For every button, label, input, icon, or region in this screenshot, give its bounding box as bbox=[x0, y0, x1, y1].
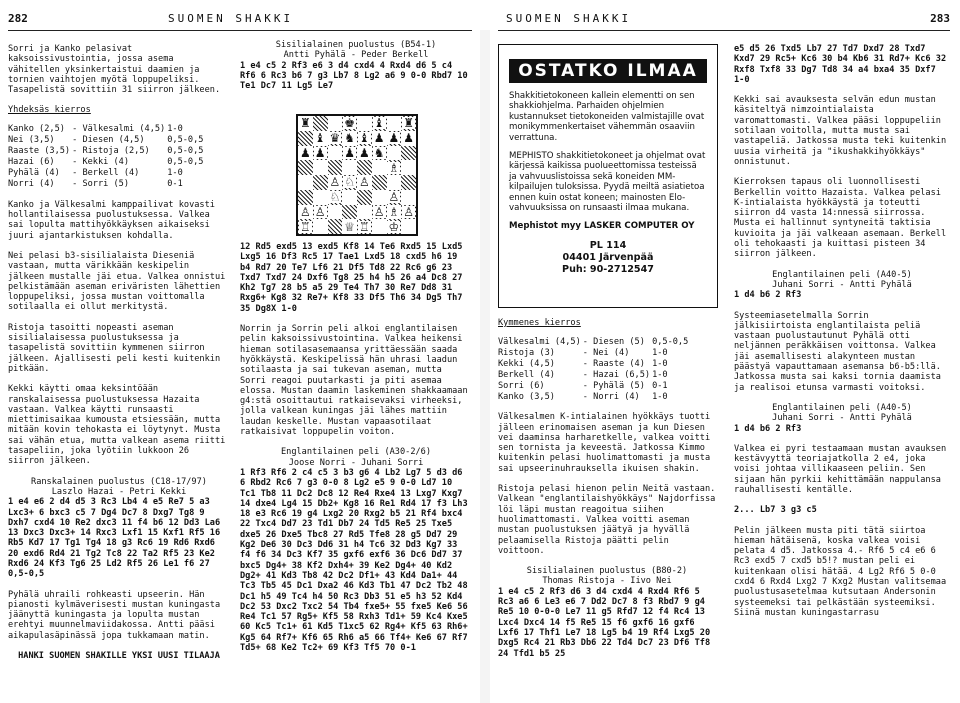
subscription-footer: HANKI SUOMEN SHAKILLE YKSI UUSI TILAAJA bbox=[18, 651, 220, 662]
paragraph: Kierroksen tapaus oli luonnollisesti Berkellin voitto Hazaista. Valkea pelasi K-intialaista hyökkäystä ja toteutti siirron d4 vasta 14:nnessä siirrossa. Musta ei hallinnut syntyneitä taktisia kuvioita ja jäi valkeaan asemaan. Berkell oli tehokaasti ja kuittasi pisteen 34 siirron jälkeen. bbox=[734, 177, 947, 260]
game-title: Sisilialainen puolustus (B80-2) bbox=[526, 566, 688, 577]
left-page-number: 282 bbox=[8, 12, 28, 25]
game-players: Juhani Sorri - Antti Pyhälä bbox=[772, 413, 912, 424]
table-row: Raaste (3,5) - Ristoja (2,5) 0,5-0,5 bbox=[8, 146, 204, 157]
column-2 bbox=[240, 40, 472, 101]
column-3 bbox=[498, 318, 716, 669]
column-2-continued bbox=[240, 242, 472, 663]
game-title: Englantilainen peli (A30-2/6) bbox=[280, 447, 432, 458]
game-players: Joose Norri - Juhani Sorri bbox=[288, 457, 424, 468]
paragraph: Systeemiasetelmalla Sorrin jälkisiirtoista englantilaista peliä vastaan puolustautunut Pyhälä otti neljännen peräkkäisen voittonsa. Valkea jäi asemallisesti alakynteen mustan päästyä vapauttamaan asemansa b6-b5:llä. Jatkossa musta sai kaksi tornia daamista ja realisoi etunsa varmasti voitoksi. bbox=[734, 310, 941, 393]
table-row: Pyhälä (4) - Berkell (4) 1-0 bbox=[8, 168, 183, 179]
chess-diagram: ♜ ♚ ♝ ♜ ♝ ♛ ♞ ♝ ♟ ♟ ♟ ♟ ♟ ♟ ♟ ♞ ♗ ♙ ♘ ♙ ♘ ♙ ♙ ♙ ♙ ♗ ♙ ♖ ♕ ♖ ♔ bbox=[296, 114, 418, 236]
column-4 bbox=[734, 44, 950, 628]
game-title: Englantilainen peli (A40-5) bbox=[772, 269, 912, 280]
paragraph: Pyhälä uhraili rohkeasti upseerin. Hän pianosti kylmäverisesti mustan kuningasta jäänyttä kuningasta ja lopulta mustan erehtyi muunnelmaviidakossa. Antti pääsi aikapulasäpinässä jopa tukkamaan matin. bbox=[8, 589, 221, 641]
table-row: Kanko (2,5) - Välkesalmi (4,5) 1-0 bbox=[8, 124, 183, 135]
table-row: Berkell (4) - Hazai (6,5) 1-0 bbox=[498, 369, 668, 380]
intro-paragraph: Sorri ja Kanko pelasivat kaksoissivustointia, jossa asema vähitellen yksinkertaistui daamien ja tornien vaihtojen myötä loppupeliksi. Tasapelistä sovittiin 31 siirron jälkeen. bbox=[8, 44, 221, 96]
table-row: Hazai (6) - Kekki (4) 0,5-0,5 bbox=[8, 157, 204, 168]
mephisto-advertisement bbox=[498, 44, 718, 308]
game-moves: 1 e4 c5 2 Rf3 d6 3 d4 cxd4 4 Rxd4 Rf6 5 Rc3 a6 6 Le3 e6 7 Dd2 Dc7 8 f3 Rbd7 9 g4 Re5 10 0-0-0 Le7 11 g5 Rfd7 12 f4 Rc4 13 Lxc4 Dxc4 14 f5 Re5 15 f6 gxf6 16 gxf6 Lxf6 17 Thf1 Le7 18 Lg5 b4 19 Rf4 Lxg5 20 Dxg5 Rc4 21 Rb3 Db6 22 Td4 Dc7 23 Df6 Tf8 24 Tfd1 b5 25 bbox=[498, 586, 711, 659]
game-moves: 12 Rd5 exd5 13 exd5 Kf8 14 Te6 Rxd5 15 Lxd5 Lxg5 16 Df3 Rc5 17 Tae1 Lxd5 18 cxd5 h6 19 b4 Rd7 20 Te7 Lf6 21 Df5 Td8 22 Rc6 g6 23 Txd7 Txd7 24 Dxf6 Tg8 25 h4 h5 26 a4 Dc8 27 Kh2 Tg7 28 b5 a5 29 Te4 Th7 30 Re7 Dd8 31 Rxg6+ Kg8 32 Re7+ Kf8 33 Df5 Th6 34 Dg5 Th7 35 Dg8X 1-0 bbox=[240, 242, 463, 314]
round-10-results bbox=[498, 336, 690, 402]
paragraph: Norrin ja Sorrin peli alkoi englantilaisen pelin kaksoissivustointina. Valkea heikensi hieman sotilasasemaansa yrittäessään saada hyökkäystä. Keskipelissä hän uhrasi laadun sotilaasta ja sai tukevan aseman, mutta Sorri reagoi puutarkasti ja piti asemaa elossa. Mustan daamin laskeminen shakkaamaan g4:stä osoittautui ratkaisevaksi virheeksi, jolla valkean kuningas jäi lähes mattiin laudan keskelle. Mustan vapaasotilaat ratkaisivat loppupelin voiton. bbox=[240, 324, 468, 438]
left-header-rule bbox=[8, 30, 472, 31]
column-1 bbox=[8, 44, 230, 661]
paragraph: Kekki käytti omaa keksintöään ranskalaisessa puolustuksessa Hazaita vastaan. Valkea käytti runsaasti miettimisaikaa kumousta etsiessään, mutta mitään kovin tehokasta ei löytynyt. Musta sai vähän etua, mutta valkean asema riitti tasapeliin, joka lyötiin lukkoon 26 siirron jälkeen. bbox=[8, 384, 226, 467]
game-moves: e5 d5 26 Txd5 Lb7 27 Td7 Dxd7 28 Txd7 Kxd7 29 Rc5+ Kc6 30 b4 Kb6 31 Rd7+ Kc6 32 Rxf8 Txf8 33 Dg7 Td8 34 a4 bxa4 35 Dxf7 1-0 bbox=[734, 44, 947, 85]
table-row: Sorri (6) - Pyhälä (5) 0-1 bbox=[498, 380, 668, 391]
table-row: Välkesalmi (4,5) - Diesen (5) 0,5-0,5 bbox=[498, 336, 689, 347]
game-title: Sisilialainen puolustus (B54-1) bbox=[275, 40, 437, 50]
round-9-title: Yhdeksäs kierros bbox=[8, 105, 91, 116]
game-moves: 1 d4 b6 2 Rf3 bbox=[734, 290, 802, 301]
ad-paragraph: Shakkitietokoneen kallein elementti on sen shakkiohjelma. Parhaiden ohjelmien kustannukset tietokoneiden valmistajille ovat monikymmenkertaiset vähemmän osaaviin verrattuna. bbox=[509, 91, 705, 143]
game-moves: 1 e4 e6 2 d4 d5 3 Rc3 Lb4 4 e5 Re7 5 a3 Lxc3+ 6 bxc3 c5 7 Dg4 Dc7 8 Dxg7 Tg8 9 Dxh7 cxd4 10 Re2 dxc3 11 f4 b6 12 Dd3 La6 13 Dxc3 Dxc3+ 14 Rxc3 Lxf1 15 Kxf1 Rf5 16 Rb5 Kd7 17 Tg1 Tg4 18 g3 Rc6 19 Rd6 Rxd6 20 exd6 Rd4 21 Tg2 Tc8 22 Ta2 Rf5 23 Ke2 Rxd6 24 Kf3 Tg6 25 Ld2 Rf5 26 Le1 f6 27 0,5-0,5 bbox=[8, 497, 221, 580]
table-row: Kekki (4,5) - Raaste (4) 1-0 bbox=[498, 358, 668, 369]
game-players: Antti Pyhälä - Peder Berkell bbox=[283, 50, 429, 61]
game-moves: 1 d4 b6 2 Rf3 bbox=[734, 423, 802, 434]
paragraph: Kekki sai avauksesta selvän edun mustan käsiteltyä nimzointialaista varomattomasti. Valkea pääsi loppupeliin sotilaan voitolla, mutta musta sai vastapeliä. Jatkossa musta teki kuitenkin uusia virheitä ja "ikushakkihyökkäys" onnistunut. bbox=[734, 95, 947, 167]
right-page-number: 283 bbox=[930, 12, 950, 25]
right-magazine-title: SUOMEN SHAKKI bbox=[506, 12, 632, 25]
game-moves: 1 Rf3 Rf6 2 c4 c5 3 b3 g6 4 Lb2 Lg7 5 d3 d6 6 Rbd2 Rc6 7 g3 0-0 8 Lg2 e5 9 0-0 Ld7 10 Tc1 Tb8 11 Dc2 Dc8 12 Re4 Rxe4 13 Lxg7 Kxg7 14 dxe4 Lg4 15 Db2+ Kg8 16 Re1 Rd4 17 f3 Lh3 18 e3 Rc6 19 g4 Lxg2 20 Rxg2 b5 21 Rf4 bxc4 22 Txc4 Dd7 23 Td1 Db7 24 Td5 Re5 25 Txe5 dxe5 26 Dxe5 Tbc8 27 Rd5 Tfe8 28 g5 Dd7 29 Kg2 De6 30 Dc3 Dd6 31 h4 Tc6 32 Dd3 Kg7 33 f4 f6 34 Dc3 Kf7 35 gxf6 exf6 36 Dc6 Dd7 37 bxc5 Dg4+ 38 Kf2 Dxh4+ 39 Ke2 Dg4+ 40 Kd2 Dg2+ 41 Kd3 Tb8 42 Dc2 Df1+ 43 Kd4 Da1+ 44 Tc3 Tb5 45 Dc1 Dxa2 46 Kd3 Tb1 47 Dc2 Tb2 48 Dc1 h5 49 Tc4 h4 50 Rc3 Db3 51 e5 h3 52 Kd4 Dc2 53 Dxc2 Txc2 54 Tb4 fxe5+ 55 fxe5 Ke6 56 Re4 Tc1 57 Rg5+ Kf5 58 Rxh3 Td1+ 59 Kc4 Kxe5 60 Kc5 Tc1+ 61 Kd5 T1xc5 62 Rg4+ Kf5 63 Rh6+ Kg5 64 Rf7+ Kf6 65 Rh6 a5 66 Tf4+ Ke6 67 Rf7 Td5+ 68 Ke2 Tc2+ 69 Kf3 Tf5 70 0-1 bbox=[240, 467, 468, 653]
paragraph: Pelin jälkeen musta piti tätä siirtoa hieman hätäisenä, koska valkea voisi pelata 4 d5. Jatkossa 4.- Rf6 5 c4 e6 6 Rc3 exd5 7 cxd5 b5!? mustan peli ei kuitenkaan olisi hätää. 4 Lg2 Rf6 5 0-0 cxd4 6 Rxd4 Lxg2 7 Kxg2 Mustan valitsemaa puolustusasetelmaa kutsutaan Andersonin systeemeksi tai pelkästään systeemiksi. Siinä mustan kuningastarrasu bbox=[734, 525, 947, 618]
game-players: Thomas Ristoja - Iivo Nei bbox=[542, 576, 672, 587]
ad-brand-banner: OSTATKO ILMAA bbox=[509, 59, 707, 83]
left-page-header bbox=[8, 12, 472, 28]
game-title: Ranskalainen puolustus (C18-17/97) bbox=[31, 476, 207, 487]
ad-paragraph: MEPHISTO shakkitietokoneet ja ohjelmat ovat kärjessä kaikissa puolueettomissa testeissä ja vahvuuslistoissa sekä koneiden MM-kilpailujen tuloksissa. Pyydä meiltä asiatietoa ennen kuin ostat koneen; mainosten Elo-vahvuuksissa on runsaasti ilmaa mukana. bbox=[509, 151, 706, 214]
ad-address-line: PL 114 bbox=[589, 239, 627, 251]
page-gutter bbox=[480, 30, 490, 703]
paragraph: Kanko ja Välkesalmi kamppailivat kovasti hollantilaisessa puolustuksessa. Valkea sai lopulta mattihyökkäyksen aikaiseksi juuri ajantarkistuksen kohdalla. bbox=[8, 199, 215, 241]
round-9-results bbox=[8, 124, 205, 190]
table-row: Kanko (3,5) - Norri (4) 1-0 bbox=[498, 391, 668, 402]
game-moves: 1 e4 c5 2 Rf3 e6 3 d4 cxd4 4 Rxd4 d6 5 c4 Rf6 6 Rc3 b6 7 g3 Lb7 8 Lg2 a6 9 0-0 Rbd7 10 Te1 Dc7 11 Lg5 Le7 bbox=[240, 60, 468, 92]
left-magazine-title: SUOMEN SHAKKI bbox=[168, 12, 294, 25]
game-title: Englantilainen peli (A40-5) bbox=[772, 402, 912, 413]
paragraph: Ristoja tasoitti nopeasti aseman sisilialaisessa puolustuksessa ja tasapelistä sovittiin kymmenen siirron jälkeen. Ajallisesti peli kesti kuitenkin pitkään. bbox=[8, 322, 221, 374]
right-page-header bbox=[498, 12, 950, 28]
paragraph: Nei pelasi b3-sisilialaista Dieseniä vastaan, mutta värikkään keskipelin jälkeen mustalle jäi etua. Valkea onnistui pelkistämään aseman eriväristen lähettien loppupeliksi, jossa mustan voittomalla sotilaalla ei ollut merkitystä. bbox=[8, 250, 226, 313]
ad-address-line: 04401 Järvenpää bbox=[562, 251, 654, 263]
paragraph: Valkea ei pyri testaamaan mustan avauksen kestävyyttä teoriajatkolla 2 e4, joka voisi johtaa villikaaseen peliin. Sen sijaan hän pyrkii kehittämään nappulansa rauhallisesti kentälle. bbox=[734, 443, 947, 495]
table-row: Ristoja (3) - Nei (4) 1-0 bbox=[498, 347, 668, 358]
paragraph: Välkesalmen K-intialainen hyökkäys tuotti jälleen erinomaisen aseman ja kun Diesen vei daaminsa harharetkelle, valkea voitti sen tornista ja keveestä. Jatkossa Kimmo kuitenkin pelasi huolimattomasti ja musta sai upseerinuhrauksella ikuisen shakin. bbox=[498, 412, 711, 474]
ad-phone: Puh: 90-2712547 bbox=[562, 263, 654, 275]
game-players: Laszlo Hazai - Petri Kekki bbox=[51, 486, 187, 497]
table-row: Norri (4) - Sorri (5) 0-1 bbox=[8, 179, 183, 190]
right-header-rule bbox=[498, 30, 950, 31]
paragraph: Ristoja pelasi hienon pelin Neitä vastaan. Valkean "englantilaishyökkäys" Najdorfissa löi läpi mustan reagoitua siihen huolimattomasti. Valkea voitti aseman mustan puolustuksen jäätyä ja hyvällä pelaamisella Ristoja päätti pelin voittoon. bbox=[498, 484, 716, 556]
game-players: Juhani Sorri - Antti Pyhälä bbox=[772, 279, 912, 290]
ad-seller: Mephistot myy LASKER COMPUTER OY bbox=[509, 221, 695, 232]
game-moves: 2... Lb7 3 g3 c5 bbox=[734, 505, 817, 516]
table-row: Nei (3,5) - Diesen (4,5) 0,5-0,5 bbox=[8, 135, 204, 146]
round-10-title: Kymmenes kierros bbox=[498, 318, 581, 328]
